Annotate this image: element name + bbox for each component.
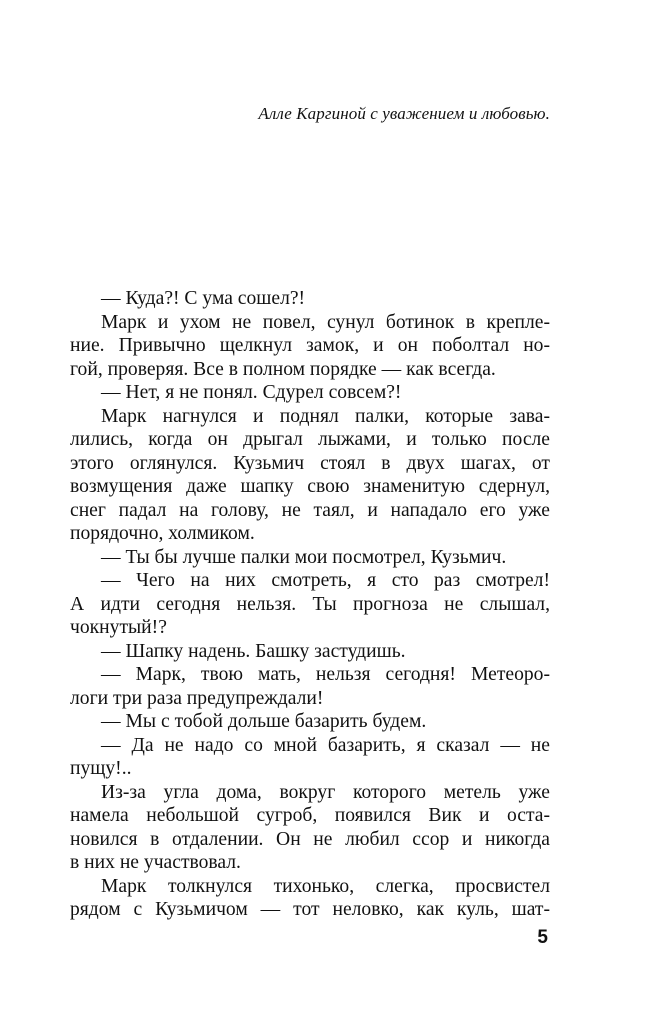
text-line: намела небольшой сугроб, появился Вик и оста- — [70, 805, 550, 826]
text-line: Из-за угла дома, вокруг которого метель уже — [101, 781, 550, 803]
page-number: 5 — [537, 927, 548, 948]
text-line: новился в отдалении. Он не любил ссор и никогда — [70, 828, 550, 850]
text-line: — Куда?! С ума сошел?! — [101, 288, 306, 309]
text-line: этого оглянулся. Кузьмич стоял в двух шагах, от — [70, 452, 550, 474]
text-line: — Мы с тобой дольше базарить будем. — [101, 711, 427, 732]
text-line: — Ты бы лучше палки мои посмотрел, Кузьмич. — [101, 546, 507, 568]
text-line: — Да не надо со мной базарить, я сказал — не — [101, 734, 550, 756]
text-line: логи три раза предупреждали! — [70, 687, 324, 709]
text-line: Марк нагнулся и поднял палки, которые зава- — [101, 405, 550, 427]
text-line: — Шапку надень. Башку застудишь. — [101, 640, 406, 662]
text-line: Марк толкнулся тихонько, слегка, просвистел — [101, 875, 550, 897]
text-line: рядом с Кузьмичом — тот неловко, как куль, шат- — [70, 899, 550, 920]
text-line: А идти сегодня нельзя. Ты прогноза не слышал, — [70, 593, 550, 615]
text-line: Марк и ухом не повел, сунул ботинок в крепле- — [101, 311, 550, 333]
body-text — [70, 287, 550, 922]
text-line: в них не участвовал. — [70, 852, 241, 873]
text-line: — Марк, твою мать, нельзя сегодня! Метеоро- — [101, 664, 550, 685]
text-line: — Нет, я не понял. Сдурел совсем?! — [101, 382, 402, 403]
text-line: гой, проверяя. Все в полном порядке — как всегда. — [70, 358, 496, 380]
text-line: пущу!.. — [70, 758, 132, 779]
text-line: снег падал на голову, не таял, и нападало его уже — [70, 499, 550, 521]
text-line: порядочно, холмиком. — [70, 523, 255, 544]
text-line: возмущения даже шапку свою знаменитую сдернул, — [70, 476, 550, 497]
text-line: — Чего на них смотреть, я сто раз смотрел! — [101, 570, 550, 591]
text-line: чокнутый!? — [70, 617, 167, 638]
text-line: ние. Привычно щелкнул замок, и он поболтал но- — [70, 335, 550, 356]
dedication: Алле Каргиной с уважением и любовью. — [258, 104, 550, 123]
text-line: лились, когда он дрыгал лыжами, и только после — [70, 429, 550, 450]
